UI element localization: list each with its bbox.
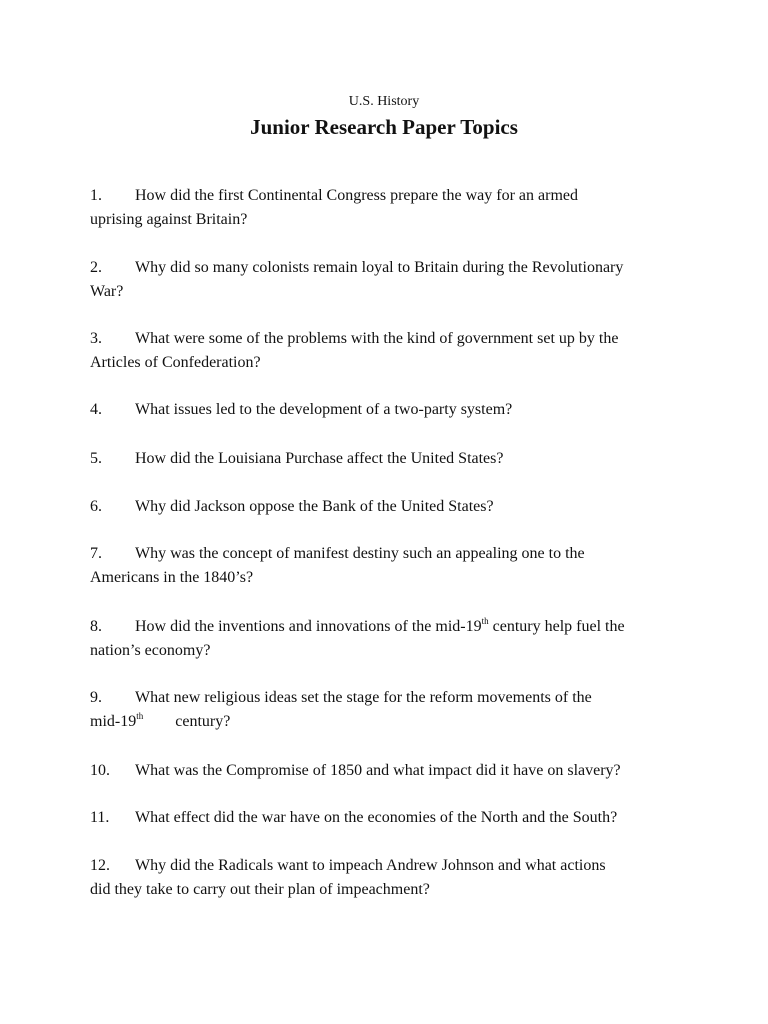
topic-text: How did the Louisiana Purchase affect the United States? <box>135 450 504 467</box>
topic-text-continuation: Americans in the 1840’s? <box>90 569 254 586</box>
topic-item-1 <box>90 184 690 232</box>
topic-number: 10. <box>90 762 110 779</box>
topic-text-continuation: nation’s economy? <box>90 642 211 659</box>
topic-number: 6. <box>90 498 102 515</box>
topic-text: What issues led to the development of a two-party system? <box>135 401 513 418</box>
topic-item-9 <box>90 686 690 734</box>
topic-item-3 <box>90 327 690 375</box>
topic-text: What new religious ideas set the stage for the reform movements of the <box>135 689 592 706</box>
topic-number: 2. <box>90 259 102 276</box>
topic-item-2 <box>90 256 690 304</box>
topic-text: How did the first Continental Congress prepare the way for an armed <box>135 187 578 204</box>
topic-number: 5. <box>90 450 102 467</box>
topic-text-continuation: did they take to carry out their plan of impeachment? <box>90 881 430 898</box>
topic-text: Why did Jackson oppose the Bank of the United States? <box>135 498 494 515</box>
topic-text: What was the Compromise of 1850 and what impact did it have on slavery? <box>135 762 621 779</box>
topic-number: 4. <box>90 401 102 418</box>
topic-number: 8. <box>90 618 102 635</box>
topic-text-continuation: mid-19 <box>90 713 137 730</box>
topic-number: 12. <box>90 857 110 874</box>
topic-text: What effect did the war have on the economies of the North and the South? <box>135 809 618 826</box>
page-title: Junior Research Paper Topics <box>250 115 518 139</box>
ordinal-suffix: th <box>481 616 489 626</box>
topic-text: What were some of the problems with the kind of government set up by the <box>135 330 619 347</box>
topic-text: Why was the concept of manifest destiny such an appealing one to the <box>135 545 585 562</box>
topic-item-8 <box>90 615 690 663</box>
topic-text: How did the inventions and innovations of the mid-19 <box>135 618 482 635</box>
topic-item-5 <box>90 447 690 471</box>
topic-number: 9. <box>90 689 102 706</box>
topic-item-11 <box>90 806 690 830</box>
topic-text-continuation: century? <box>175 713 231 730</box>
topic-text-continuation: uprising against Britain? <box>90 211 248 228</box>
course-name: U.S. History <box>348 94 420 109</box>
topic-number: 7. <box>90 545 102 562</box>
topic-text-continuation: War? <box>90 283 124 300</box>
topic-item-10 <box>90 759 690 783</box>
topic-text: Why did the Radicals want to impeach Andrew Johnson and what actions <box>135 857 606 874</box>
topic-text: century help fuel the <box>488 618 625 635</box>
topic-number: 1. <box>90 187 102 204</box>
topic-item-7 <box>90 542 690 590</box>
topic-text-continuation: Articles of Confederation? <box>90 354 261 371</box>
ordinal-suffix: th <box>136 711 144 721</box>
topic-text: Why did so many colonists remain loyal to Britain during the Revolutionary <box>135 259 624 276</box>
topic-number: 3. <box>90 330 102 347</box>
topic-item-12 <box>90 854 690 902</box>
topic-item-4 <box>90 398 690 422</box>
topic-number: 11. <box>90 809 110 826</box>
topic-item-6 <box>90 495 690 519</box>
